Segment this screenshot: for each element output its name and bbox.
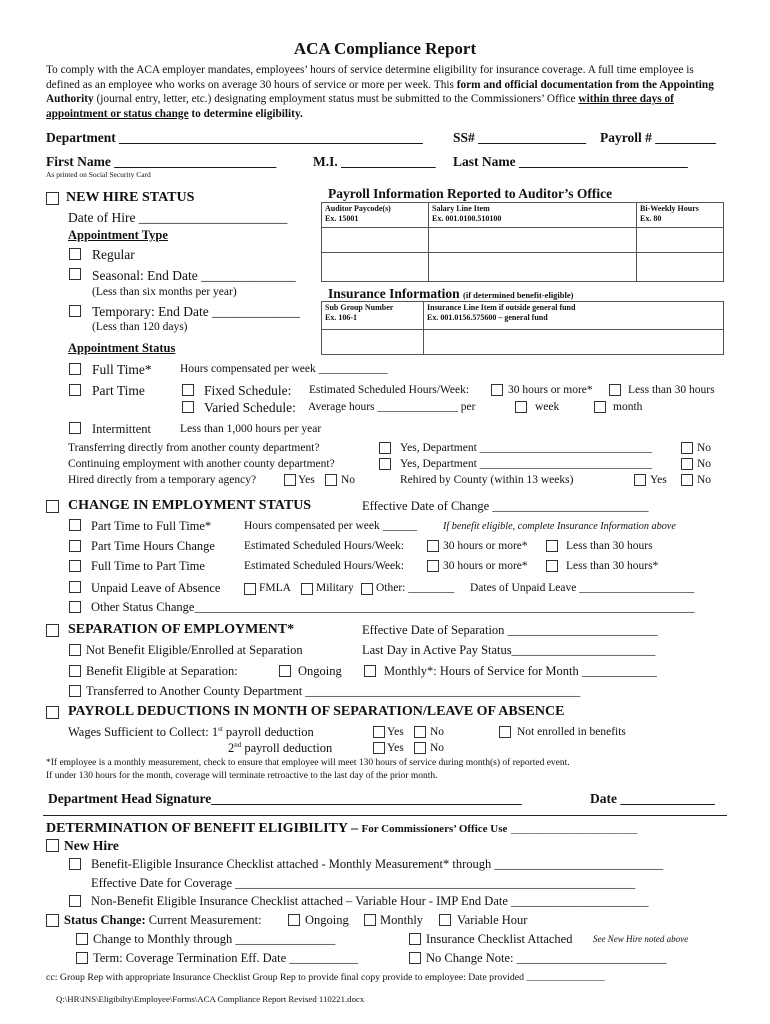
ft-to-pt-30-plus-checkbox[interactable] <box>427 560 439 572</box>
pt-hours-change-checkbox[interactable] <box>69 540 81 552</box>
transfer-yes-checkbox[interactable] <box>379 442 391 454</box>
ft-to-pt-less-30-label: Less than 30 hours* <box>566 560 659 572</box>
continuing-yes-checkbox[interactable] <box>379 458 391 470</box>
page-title: ACA Compliance Report <box>293 39 477 58</box>
military-checkbox[interactable] <box>301 583 313 595</box>
appointment-status-label: Appointment Status <box>68 341 176 355</box>
payroll-cell[interactable] <box>322 228 429 253</box>
fixed-less-30-checkbox[interactable] <box>609 384 621 396</box>
non-benefit-field[interactable]: Non-Benefit Eligible Insurance Checklist attached – Variable Hour - IMP End Date ______________________ <box>91 894 649 908</box>
det-monthly-label: Monthly <box>380 913 424 927</box>
insurance-cell[interactable] <box>424 330 724 355</box>
first-name-field[interactable]: First Name ________________________ <box>46 154 277 169</box>
new-hire-heading: NEW HIRE STATUS <box>66 190 195 205</box>
paycode-header: Auditor Paycode(s) Ex. 15001 <box>322 203 429 228</box>
current-measurement-label: Status Change: Current Measurement: <box>64 913 262 927</box>
pt-to-ft-hours-field[interactable]: Hours compensated per week ______ <box>244 520 418 532</box>
intermittent-note: Less than 1,000 hours per year <box>180 423 322 435</box>
transferred-field[interactable]: Transferred to Another County Department ____________________________________________ <box>86 684 581 698</box>
pt-to-ft-note: If benefit eligible, complete Insurance Information above <box>443 521 676 532</box>
unpaid-leave-label: Unpaid Leave of Absence <box>91 581 221 595</box>
payroll-cell[interactable] <box>637 253 724 282</box>
file-path: Q:\HR\INS\Eligibilty\Employee\Forms\ACA Compliance Report Revised 110221.docx <box>56 994 365 1004</box>
temp-agency-yes-label: Yes <box>298 474 315 486</box>
intro-paragraph: To comply with the ACA employer mandates, employees’ hours of service determine eligibility for insurance coverage. A full time employee is defined as an employee who works on average 30 hours of service or more per week. This form and official documentation from the Appointing Authority (journal entry, letter, etc.) designating employment status must be submitted to the Commissioners’ Office within three days of appointment or status change to determine eligibility. <box>46 64 714 120</box>
continuing-no-checkbox[interactable] <box>681 458 693 470</box>
monthly-checkbox[interactable] <box>364 665 376 677</box>
unpaid-leave-checkbox[interactable] <box>69 581 81 593</box>
continuing-no-label: No <box>697 458 712 470</box>
non-benefit-checkbox[interactable] <box>69 895 81 907</box>
first-deduction-label: Wages Sufficient to Collect: 1st payroll deduction <box>68 725 314 740</box>
payroll-info-heading: Payroll Information Reported to Auditor’s Office <box>328 186 613 201</box>
change-monthly-checkbox[interactable] <box>76 933 88 945</box>
fixed-schedule-checkbox[interactable] <box>182 384 194 396</box>
first-deduction-yes-checkbox[interactable] <box>373 726 385 738</box>
payroll-cell[interactable] <box>429 228 637 253</box>
change-status-heading: CHANGE IN EMPLOYMENT STATUS <box>68 498 312 513</box>
intermittent-label: Intermittent <box>92 422 152 436</box>
first-deduction-yes-label: Yes <box>387 726 404 738</box>
eligible-label: Benefit Eligible at Separation: <box>86 664 238 678</box>
ssn-field[interactable]: SS# ________________ <box>453 130 587 145</box>
rehired-yes-checkbox[interactable] <box>634 474 646 486</box>
transferred-checkbox[interactable] <box>69 685 81 697</box>
regular-label: Regular <box>92 247 135 262</box>
per-week-checkbox[interactable] <box>515 401 527 413</box>
salary-line-header: Salary Line Item Ex. 001.0100.510100 <box>429 203 637 228</box>
seasonal-note: (Less than six months per year) <box>92 286 237 298</box>
determination-heading: DETERMINATION OF BENEFIT ELIGIBILITY – For Commissioners’ Office Use _______________________ <box>46 821 638 836</box>
change-monthly-field[interactable]: Change to Monthly through ________________ <box>93 932 336 946</box>
rehired-no-checkbox[interactable] <box>681 474 693 486</box>
fixed-schedule-label: Fixed Schedule: <box>204 383 292 398</box>
deductions-heading: PAYROLL DEDUCTIONS IN MONTH OF SEPARATION/LEAVE OF ABSENCE <box>68 704 565 719</box>
full-time-checkbox[interactable] <box>69 363 81 375</box>
fmla-label: FMLA <box>259 582 291 594</box>
first-deduction-no-label: No <box>430 726 445 738</box>
term-coverage-checkbox[interactable] <box>76 952 88 964</box>
separation-heading: SEPARATION OF EMPLOYMENT* <box>68 622 295 637</box>
det-variable-label: Variable Hour <box>457 913 528 927</box>
pt-hours-less-30-checkbox[interactable] <box>546 540 558 552</box>
rehired-no-label: No <box>697 474 712 486</box>
pt-hours-30-plus-label: 30 hours or more* <box>443 540 528 552</box>
monthly-hours-field[interactable]: Monthly*: Hours of Service for Month ____________ <box>384 664 657 678</box>
military-label: Military <box>316 582 354 594</box>
det-ongoing-label: Ongoing <box>305 913 349 927</box>
continuing-yes-department-field[interactable]: Yes, Department ______________________________ <box>400 458 653 470</box>
det-ongoing-checkbox[interactable] <box>288 914 300 926</box>
fixed-30-plus-label: 30 hours or more* <box>508 384 593 396</box>
separation-checkbox[interactable] <box>46 624 59 637</box>
transfer-no-checkbox[interactable] <box>681 442 693 454</box>
ongoing-checkbox[interactable] <box>279 665 291 677</box>
temporary-checkbox[interactable] <box>69 305 81 317</box>
insurance-line-header: Insurance Line Item if outside general fund Ex. 001.0156.575600 – general fund <box>424 302 724 330</box>
other-leave-checkbox[interactable] <box>361 583 373 595</box>
full-time-label: Full Time* <box>92 362 152 377</box>
see-new-hire-note: See New Hire noted above <box>593 934 689 944</box>
insurance-info-heading: Insurance Information (if determined benefit-eligible) <box>328 286 574 301</box>
second-deduction-no-checkbox[interactable] <box>414 742 426 754</box>
department-field[interactable]: Department _____________________________________________ <box>46 130 423 145</box>
varied-schedule-checkbox[interactable] <box>182 401 194 413</box>
first-deduction-no-checkbox[interactable] <box>414 726 426 738</box>
checklist-monthly-checkbox[interactable] <box>69 858 81 870</box>
no-change-note-field[interactable]: No Change Note: ________________________ <box>426 951 667 965</box>
term-coverage-field[interactable]: Term: Coverage Termination Eff. Date ___________ <box>93 951 359 965</box>
seasonal-checkbox[interactable] <box>69 268 81 280</box>
payroll-cell[interactable] <box>429 253 637 282</box>
footnote-monthly: *If employee is a monthly measurement, check to ensure that employee will meet 130 hours of service during month(s) of reported event. <box>46 758 570 768</box>
det-monthly-checkbox[interactable] <box>364 914 376 926</box>
per-month-checkbox[interactable] <box>594 401 606 413</box>
part-time-label: Part Time <box>92 383 145 398</box>
deductions-checkbox[interactable] <box>46 706 59 719</box>
average-hours-field[interactable]: Average hours ______________ per <box>308 401 476 413</box>
det-new-hire-checkbox[interactable] <box>46 839 59 852</box>
not-eligible-label: Not Benefit Eligible/Enrolled at Separation <box>86 643 303 657</box>
payroll-info-table <box>321 202 724 282</box>
temp-agency-yes-checkbox[interactable] <box>284 474 296 486</box>
other-status-checkbox[interactable] <box>69 601 81 613</box>
dept-head-signature-field[interactable]: Department Head Signature______________________________________________ <box>48 791 522 806</box>
temporary-note: (Less than 120 days) <box>92 321 188 333</box>
fmla-checkbox[interactable] <box>244 583 256 595</box>
ft-to-pt-checkbox[interactable] <box>69 560 81 572</box>
second-deduction-yes-checkbox[interactable] <box>373 742 385 754</box>
transfer-question: Transferring directly from another county department? <box>68 442 320 454</box>
temporary-field[interactable]: Temporary: End Date _____________ <box>92 304 300 319</box>
payroll-field[interactable]: Payroll # _________ <box>600 130 716 145</box>
dates-unpaid-field[interactable]: Dates of Unpaid Leave ____________________ <box>470 582 695 594</box>
mi-field[interactable]: M.I. ______________ <box>313 154 436 169</box>
second-deduction-no-label: No <box>430 742 445 754</box>
pt-hours-less-30-label: Less than 30 hours <box>566 540 653 552</box>
biweekly-header: Bi-Weekly Hours Ex. 80 <box>637 203 724 228</box>
ss-card-note: As printed on Social Security Card <box>46 170 151 179</box>
separation-effective-date-field[interactable]: Effective Date of Separation ________________________ <box>362 623 658 637</box>
transfer-yes-department-field[interactable]: Yes, Department ______________________________ <box>400 442 653 454</box>
pt-to-ft-label: Part Time to Full Time* <box>91 519 212 533</box>
checklist-monthly-field[interactable]: Benefit-Eligible Insurance Checklist attached - Monthly Measurement* through ___________________________ <box>91 857 664 871</box>
insurance-cell[interactable] <box>322 330 424 355</box>
cc-line: cc: Group Rep with appropriate Insurance Checklist Group Rep to provide final copy provide to employee: Date provided ________________ <box>46 972 605 983</box>
temp-agency-no-checkbox[interactable] <box>325 474 337 486</box>
second-deduction-yes-label: Yes <box>387 742 404 754</box>
per-month-label: month <box>613 401 643 413</box>
eligible-checkbox[interactable] <box>69 665 81 677</box>
det-new-hire-label: New Hire <box>64 838 119 853</box>
continuing-question: Continuing employment with another county department? <box>68 458 335 470</box>
change-status-checkbox[interactable] <box>46 500 59 513</box>
part-time-checkbox[interactable] <box>69 384 81 396</box>
sub-group-header: Sub Group Number Ex. 106-1 <box>322 302 424 330</box>
other-status-field[interactable]: Other Status Change________________________________________________________________________________ <box>91 600 695 614</box>
fixed-less-30-label: Less than 30 hours <box>628 384 715 396</box>
not-eligible-checkbox[interactable] <box>69 644 81 656</box>
ongoing-label: Ongoing <box>298 664 342 678</box>
det-variable-checkbox[interactable] <box>439 914 451 926</box>
no-change-checkbox[interactable] <box>409 952 421 964</box>
pt-hours-30-plus-checkbox[interactable] <box>427 540 439 552</box>
date-of-hire-field[interactable]: Date of Hire ______________________ <box>68 210 288 225</box>
regular-checkbox[interactable] <box>69 248 81 260</box>
checklist-attached-checkbox[interactable] <box>409 933 421 945</box>
other-leave-field[interactable]: Other: ________ <box>376 582 455 594</box>
not-enrolled-label: Not enrolled in benefits <box>517 726 626 738</box>
appointment-type-label: Appointment Type <box>68 228 168 242</box>
ft-to-pt-30-plus-label: 30 hours or more* <box>443 560 528 572</box>
fixed-est-label: Estimated Scheduled Hours/Week: <box>309 384 470 396</box>
status-change-checkbox[interactable] <box>46 914 59 927</box>
pt-hours-est-label: Estimated Scheduled Hours/Week: <box>244 540 405 552</box>
footnote-130-hours: If under 130 hours for the month, coverage will terminate retroactive to the last day of the prior month. <box>46 771 438 781</box>
temp-agency-no-label: No <box>341 474 356 486</box>
per-week-label: week <box>535 401 560 413</box>
payroll-cell[interactable] <box>637 228 724 253</box>
ft-to-pt-est-label: Estimated Scheduled Hours/Week: <box>244 560 405 572</box>
section-divider <box>43 815 727 816</box>
fixed-30-plus-checkbox[interactable] <box>491 384 503 396</box>
intermittent-checkbox[interactable] <box>69 422 81 434</box>
insurance-info-table <box>321 301 724 355</box>
transfer-no-label: No <box>697 442 712 454</box>
not-enrolled-checkbox[interactable] <box>499 726 511 738</box>
last-name-field[interactable]: Last Name _________________________ <box>453 154 688 169</box>
last-day-field[interactable]: Last Day in Active Pay Status_______________________ <box>362 643 656 657</box>
payroll-cell[interactable] <box>322 253 429 282</box>
pt-to-ft-checkbox[interactable] <box>69 519 81 531</box>
new-hire-checkbox[interactable] <box>46 192 59 205</box>
varied-schedule-label: Varied Schedule: <box>204 400 296 415</box>
pt-hours-change-label: Part Time Hours Change <box>91 539 215 553</box>
ft-to-pt-label: Full Time to Part Time <box>91 559 205 573</box>
second-deduction-label: 2nd payroll deduction <box>228 741 333 756</box>
checklist-attached-label: Insurance Checklist Attached <box>426 932 573 946</box>
change-effective-date-field[interactable]: Effective Date of Change _________________________ <box>362 499 649 513</box>
temp-agency-question: Hired directly from a temporary agency? <box>68 474 257 486</box>
full-time-hours-field[interactable]: Hours compensated per week ____________ <box>180 363 388 375</box>
rehired-label: Rehired by County (within 13 weeks) <box>400 474 574 486</box>
effective-coverage-field[interactable]: Effective Date for Coverage ________________________________________________________________ <box>91 876 636 890</box>
signature-date-field[interactable]: Date ______________ <box>590 791 715 806</box>
seasonal-field[interactable]: Seasonal: End Date ______________ <box>92 268 296 283</box>
ft-to-pt-less-30-checkbox[interactable] <box>546 560 558 572</box>
rehired-yes-label: Yes <box>650 474 667 486</box>
